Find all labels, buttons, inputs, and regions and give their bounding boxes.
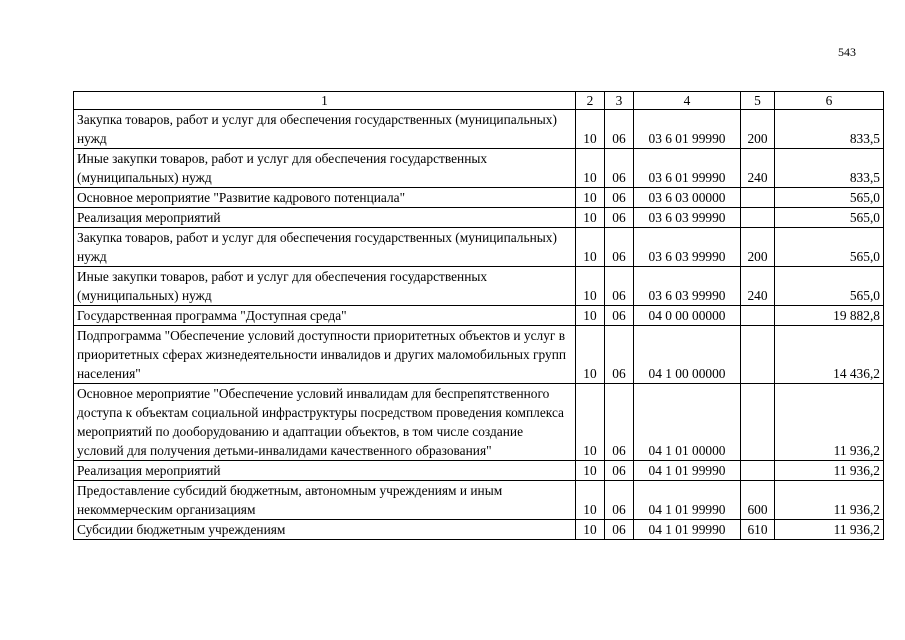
table-row xyxy=(74,520,884,540)
column-header-amount: 6 xyxy=(775,92,884,110)
row-target-item-cell: 04 1 01 99990 xyxy=(634,461,741,481)
column-header-target-item: 4 xyxy=(634,92,741,110)
row-target-item-cell: 04 1 01 99990 xyxy=(634,520,741,540)
row-expense-type-cell xyxy=(741,306,775,326)
row-subsection-cell: 06 xyxy=(605,228,634,267)
row-name-cell: Закупка товаров, работ и услуг для обеспечения государственных (муниципальных) нужд xyxy=(74,110,576,149)
row-subsection-cell: 06 xyxy=(605,208,634,228)
row-target-item-cell: 03 6 01 99990 xyxy=(634,110,741,149)
row-expense-type-cell: 240 xyxy=(741,267,775,306)
row-target-item-cell: 03 6 03 00000 xyxy=(634,188,741,208)
row-target-item-cell: 04 1 01 00000 xyxy=(634,384,741,461)
budget-table xyxy=(73,91,884,540)
row-subsection-cell: 06 xyxy=(605,461,634,481)
table-row xyxy=(74,149,884,188)
row-name-cell: Государственная программа "Доступная среда" xyxy=(74,306,576,326)
row-amount-cell: 11 936,2 xyxy=(775,461,884,481)
row-name-cell: Реализация мероприятий xyxy=(74,208,576,228)
row-expense-type-cell xyxy=(741,326,775,384)
table-row xyxy=(74,306,884,326)
page-number: 543 xyxy=(838,45,856,59)
row-expense-type-cell xyxy=(741,384,775,461)
row-section-cell: 10 xyxy=(576,110,605,149)
table-row xyxy=(74,326,884,384)
row-subsection-cell: 06 xyxy=(605,306,634,326)
row-section-cell: 10 xyxy=(576,267,605,306)
row-name-cell: Основное мероприятие "Обеспечение условий инвалидам для беспрепятственного доступа к объектам социальной инфраструктуры посредством проведения комплекса мероприятий по дооборудованию и адаптации объектов, в том числе создание условий для получения детьми-инвалидами качественного образования" xyxy=(74,384,576,461)
row-subsection-cell: 06 xyxy=(605,188,634,208)
row-name-cell: Закупка товаров, работ и услуг для обеспечения государственных (муниципальных) нужд xyxy=(74,228,576,267)
column-header-expense-type: 5 xyxy=(741,92,775,110)
row-section-cell: 10 xyxy=(576,208,605,228)
row-target-item-cell: 03 6 01 99990 xyxy=(634,149,741,188)
table-body xyxy=(74,110,884,540)
row-amount-cell: 833,5 xyxy=(775,110,884,149)
row-name-cell: Иные закупки товаров, работ и услуг для обеспечения государственных (муниципальных) нужд xyxy=(74,267,576,306)
row-subsection-cell: 06 xyxy=(605,384,634,461)
row-amount-cell: 565,0 xyxy=(775,208,884,228)
row-expense-type-cell xyxy=(741,208,775,228)
table-row xyxy=(74,110,884,149)
table-row xyxy=(74,384,884,461)
table-header-row xyxy=(74,92,884,110)
row-target-item-cell: 04 1 01 99990 xyxy=(634,481,741,520)
row-subsection-cell: 06 xyxy=(605,481,634,520)
row-name-cell: Иные закупки товаров, работ и услуг для обеспечения государственных (муниципальных) нужд xyxy=(74,149,576,188)
column-header-name: 1 xyxy=(74,92,576,110)
table-row xyxy=(74,267,884,306)
row-name-cell: Основное мероприятие "Развитие кадрового потенциала" xyxy=(74,188,576,208)
row-section-cell: 10 xyxy=(576,384,605,461)
row-section-cell: 10 xyxy=(576,188,605,208)
row-subsection-cell: 06 xyxy=(605,520,634,540)
row-amount-cell: 14 436,2 xyxy=(775,326,884,384)
row-expense-type-cell: 200 xyxy=(741,110,775,149)
row-section-cell: 10 xyxy=(576,520,605,540)
row-target-item-cell: 04 0 00 00000 xyxy=(634,306,741,326)
row-amount-cell: 11 936,2 xyxy=(775,520,884,540)
row-section-cell: 10 xyxy=(576,228,605,267)
column-header-subsection: 3 xyxy=(605,92,634,110)
table-row xyxy=(74,481,884,520)
row-expense-type-cell: 240 xyxy=(741,149,775,188)
column-header-section: 2 xyxy=(576,92,605,110)
row-section-cell: 10 xyxy=(576,149,605,188)
table-row xyxy=(74,461,884,481)
row-section-cell: 10 xyxy=(576,326,605,384)
row-target-item-cell: 03 6 03 99990 xyxy=(634,228,741,267)
row-amount-cell: 11 936,2 xyxy=(775,481,884,520)
row-subsection-cell: 06 xyxy=(605,326,634,384)
row-amount-cell: 565,0 xyxy=(775,188,884,208)
row-amount-cell: 19 882,8 xyxy=(775,306,884,326)
row-expense-type-cell: 610 xyxy=(741,520,775,540)
table-row xyxy=(74,228,884,267)
row-subsection-cell: 06 xyxy=(605,110,634,149)
row-name-cell: Реализация мероприятий xyxy=(74,461,576,481)
row-target-item-cell: 04 1 00 00000 xyxy=(634,326,741,384)
row-target-item-cell: 03 6 03 99990 xyxy=(634,267,741,306)
row-expense-type-cell: 200 xyxy=(741,228,775,267)
row-expense-type-cell: 600 xyxy=(741,481,775,520)
row-amount-cell: 833,5 xyxy=(775,149,884,188)
row-subsection-cell: 06 xyxy=(605,149,634,188)
row-name-cell: Подпрограмма "Обеспечение условий доступности приоритетных объектов и услуг в приоритетных сферах жизнедеятельности инвалидов и других маломобильных групп населения" xyxy=(74,326,576,384)
row-subsection-cell: 06 xyxy=(605,267,634,306)
row-amount-cell: 565,0 xyxy=(775,267,884,306)
table-row xyxy=(74,188,884,208)
row-section-cell: 10 xyxy=(576,481,605,520)
row-target-item-cell: 03 6 03 99990 xyxy=(634,208,741,228)
table-row xyxy=(74,208,884,228)
row-expense-type-cell xyxy=(741,461,775,481)
row-section-cell: 10 xyxy=(576,461,605,481)
row-name-cell: Предоставление субсидий бюджетным, автономным учреждениям и иным некоммерческим организациям xyxy=(74,481,576,520)
row-name-cell: Субсидии бюджетным учреждениям xyxy=(74,520,576,540)
row-section-cell: 10 xyxy=(576,306,605,326)
row-expense-type-cell xyxy=(741,188,775,208)
row-amount-cell: 565,0 xyxy=(775,228,884,267)
row-amount-cell: 11 936,2 xyxy=(775,384,884,461)
